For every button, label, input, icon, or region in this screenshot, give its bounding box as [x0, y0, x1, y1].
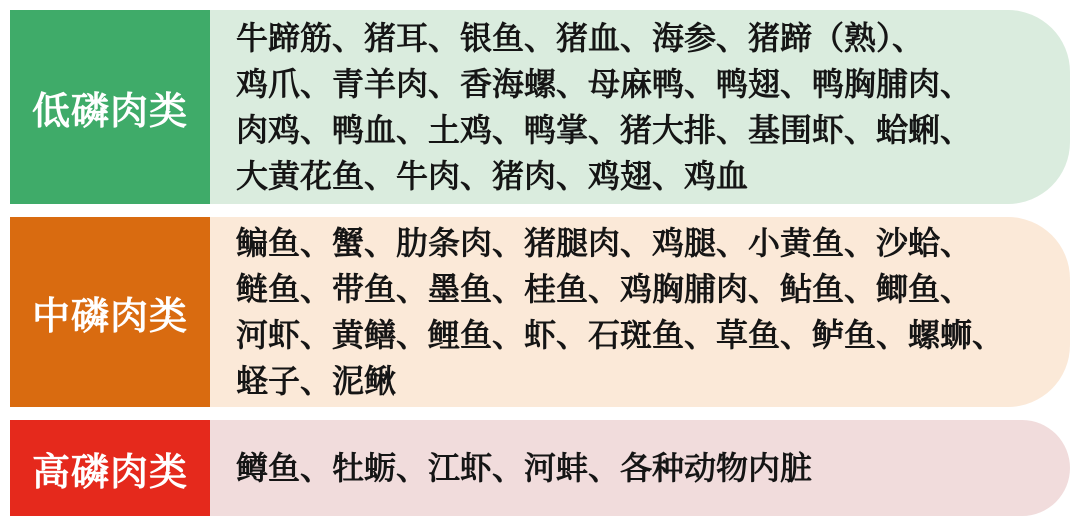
items-line: 鳟鱼、牡蛎、江虾、河蚌、各种动物内脏 [236, 450, 813, 486]
items-line: 鳊鱼、蟹、肋条肉、猪腿肉、鸡腿、小黄鱼、沙蛤、 [236, 225, 973, 261]
row-high-phosphorus-meats [10, 420, 1070, 516]
items-line: 蛏子、泥鳅 [236, 363, 397, 399]
category-label-low-phosphorus: 低磷肉类 [10, 10, 210, 204]
category-items-high-phosphorus [210, 420, 1070, 516]
category-label-medium-phosphorus: 中磷肉类 [10, 217, 210, 407]
items-line: 鲢鱼、带鱼、墨鱼、桂鱼、鸡胸脯肉、鲇鱼、鲫鱼、 [236, 271, 973, 307]
category-label-high-phosphorus: 高磷肉类 [10, 420, 210, 516]
row-low-phosphorus-meats [10, 10, 1070, 204]
items-line: 牛蹄筋、猪耳、银鱼、猪血、海参、猪蹄（熟）、 [236, 20, 925, 56]
category-items-medium-phosphorus [210, 217, 1070, 407]
category-items-low-phosphorus [210, 10, 1070, 204]
row-medium-phosphorus-meats [10, 217, 1070, 407]
items-line: 肉鸡、鸭血、土鸡、鸭掌、猪大排、基围虾、蛤蜊、 [236, 112, 973, 148]
items-line: 鸡爪、青羊肉、香海螺、母麻鸭、鸭翅、鸭胸脯肉、 [236, 66, 973, 102]
items-line: 河虾、黄鳝、鲤鱼、虾、石斑鱼、草鱼、鲈鱼、螺蛳、 [236, 317, 1005, 353]
items-line: 大黄花鱼、牛肉、猪肉、鸡翅、鸡血 [236, 158, 749, 194]
